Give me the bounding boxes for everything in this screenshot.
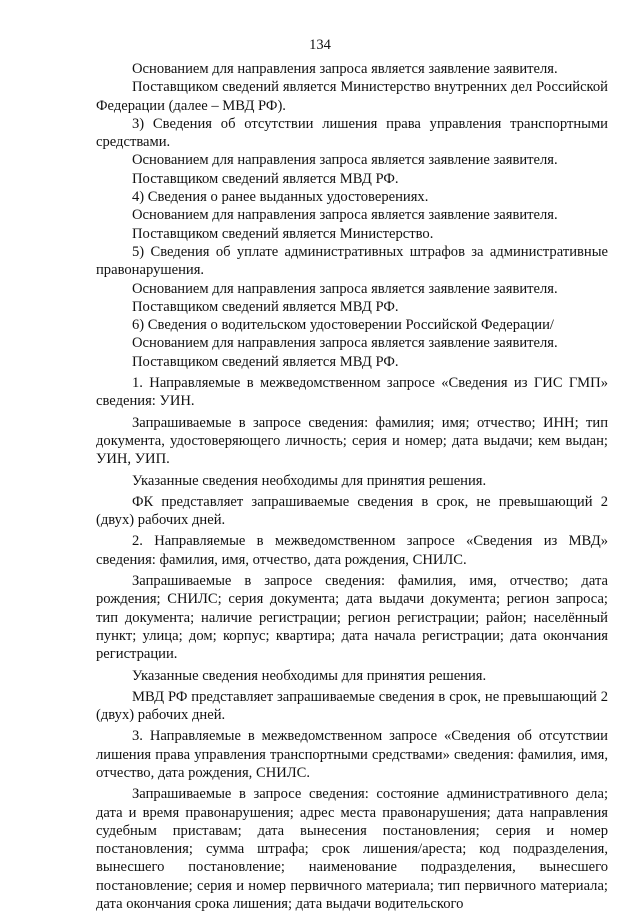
paragraph: Основанием для направления запроса является заявление заявителя. — [132, 280, 558, 297]
paragraph: Указанные сведения необходимы для принятия решения. — [132, 667, 487, 684]
paragraph: Указанные сведения необходимы для принятия решения. — [132, 472, 487, 489]
paragraph: Поставщиком сведений является Министерство внутренних дел Российской Федерации (далее – МВД РФ). — [96, 79, 608, 114]
paragraph: Основанием для направления запроса является заявление заявителя. — [132, 152, 558, 169]
paragraph: Основанием для направления запроса является заявление заявителя. — [132, 207, 558, 224]
page-number: 134 — [309, 37, 331, 53]
paragraph: 4) Сведения о ранее выданных удостоверениях. — [132, 189, 429, 206]
paragraph: 1. Направляемые в межведомственном запросе «Сведения из ГИС ГМП» сведения: УИН. — [96, 375, 608, 410]
paragraph: 3) Сведения об отсутствии лишения права управления транспортными средствами. — [96, 115, 608, 151]
paragraph: Запрашиваемые в запросе сведения: фамилия; имя; отчество; ИНН; тип документа, удостоверяющего личность; серия и номер; дата выдачи; кем выдан; УИН, УИП. — [96, 414, 608, 468]
paragraph: Основанием для направления запроса является заявление заявителя. — [132, 335, 558, 352]
paragraph: ФК представляет запрашиваемые сведения в срок, не превышающий 2 (двух) рабочих дней. — [96, 493, 608, 529]
paragraph: Основанием для направления запроса является заявление заявителя. — [132, 61, 558, 77]
paragraph: Поставщиком сведений является МВД РФ. — [132, 170, 399, 187]
paragraph: Поставщиком сведений является МВД РФ. — [132, 353, 399, 370]
paragraph: Запрашиваемые в запросе сведения: фамилия, имя, отчество; дата рождения; СНИЛС; серия документа; дата выдачи документа; регион запроса; тип документа; наличие регистрации; регион регистрации; район; населённый пункт; улица; дом; корпус; квартира; дата начала регистрации; дата окончания регистрации. — [96, 573, 608, 663]
paragraph: 5) Сведения об уплате административных штрафов за административные правонарушения. — [96, 243, 608, 279]
paragraph: МВД РФ представляет запрашиваемые сведения в срок, не превышающий 2 (двух) рабочих дней. — [96, 688, 608, 724]
paragraph: Запрашиваемые в запросе сведения: состояние административного дела; дата и время правонарушения; адрес места правонарушения; дата направления судебным приставам; дата вынесения постановления; серия и номер постановления; сумма штрафа; срок лишения/ареста; код подразделения, вынесшего постановление; наименование подразделения, вынесшего постановление; серия и номер первичного материала; тип первичного материала; дата окончания срока лишения; дата выдачи водительского — [96, 786, 608, 913]
paragraph: 6) Сведения о водительском удостоверении Российской Федерации/ — [132, 317, 554, 334]
document-body — [96, 60, 608, 913]
paragraph: 3. Направляемые в межведомственном запросе «Сведения об отсутствии лишения права управления транспортными средствами» сведения: фамилия, имя, отчество, дата рождения, СНИЛС. — [96, 728, 608, 781]
paragraph: 2. Направляемые в межведомственном запросе «Сведения из МВД» сведения: фамилия, имя, отчество, дата рождения, СНИЛС. — [96, 533, 608, 568]
paragraph: Поставщиком сведений является МВД РФ. — [132, 298, 399, 315]
paragraph: Поставщиком сведений является Министерство. — [132, 225, 434, 242]
